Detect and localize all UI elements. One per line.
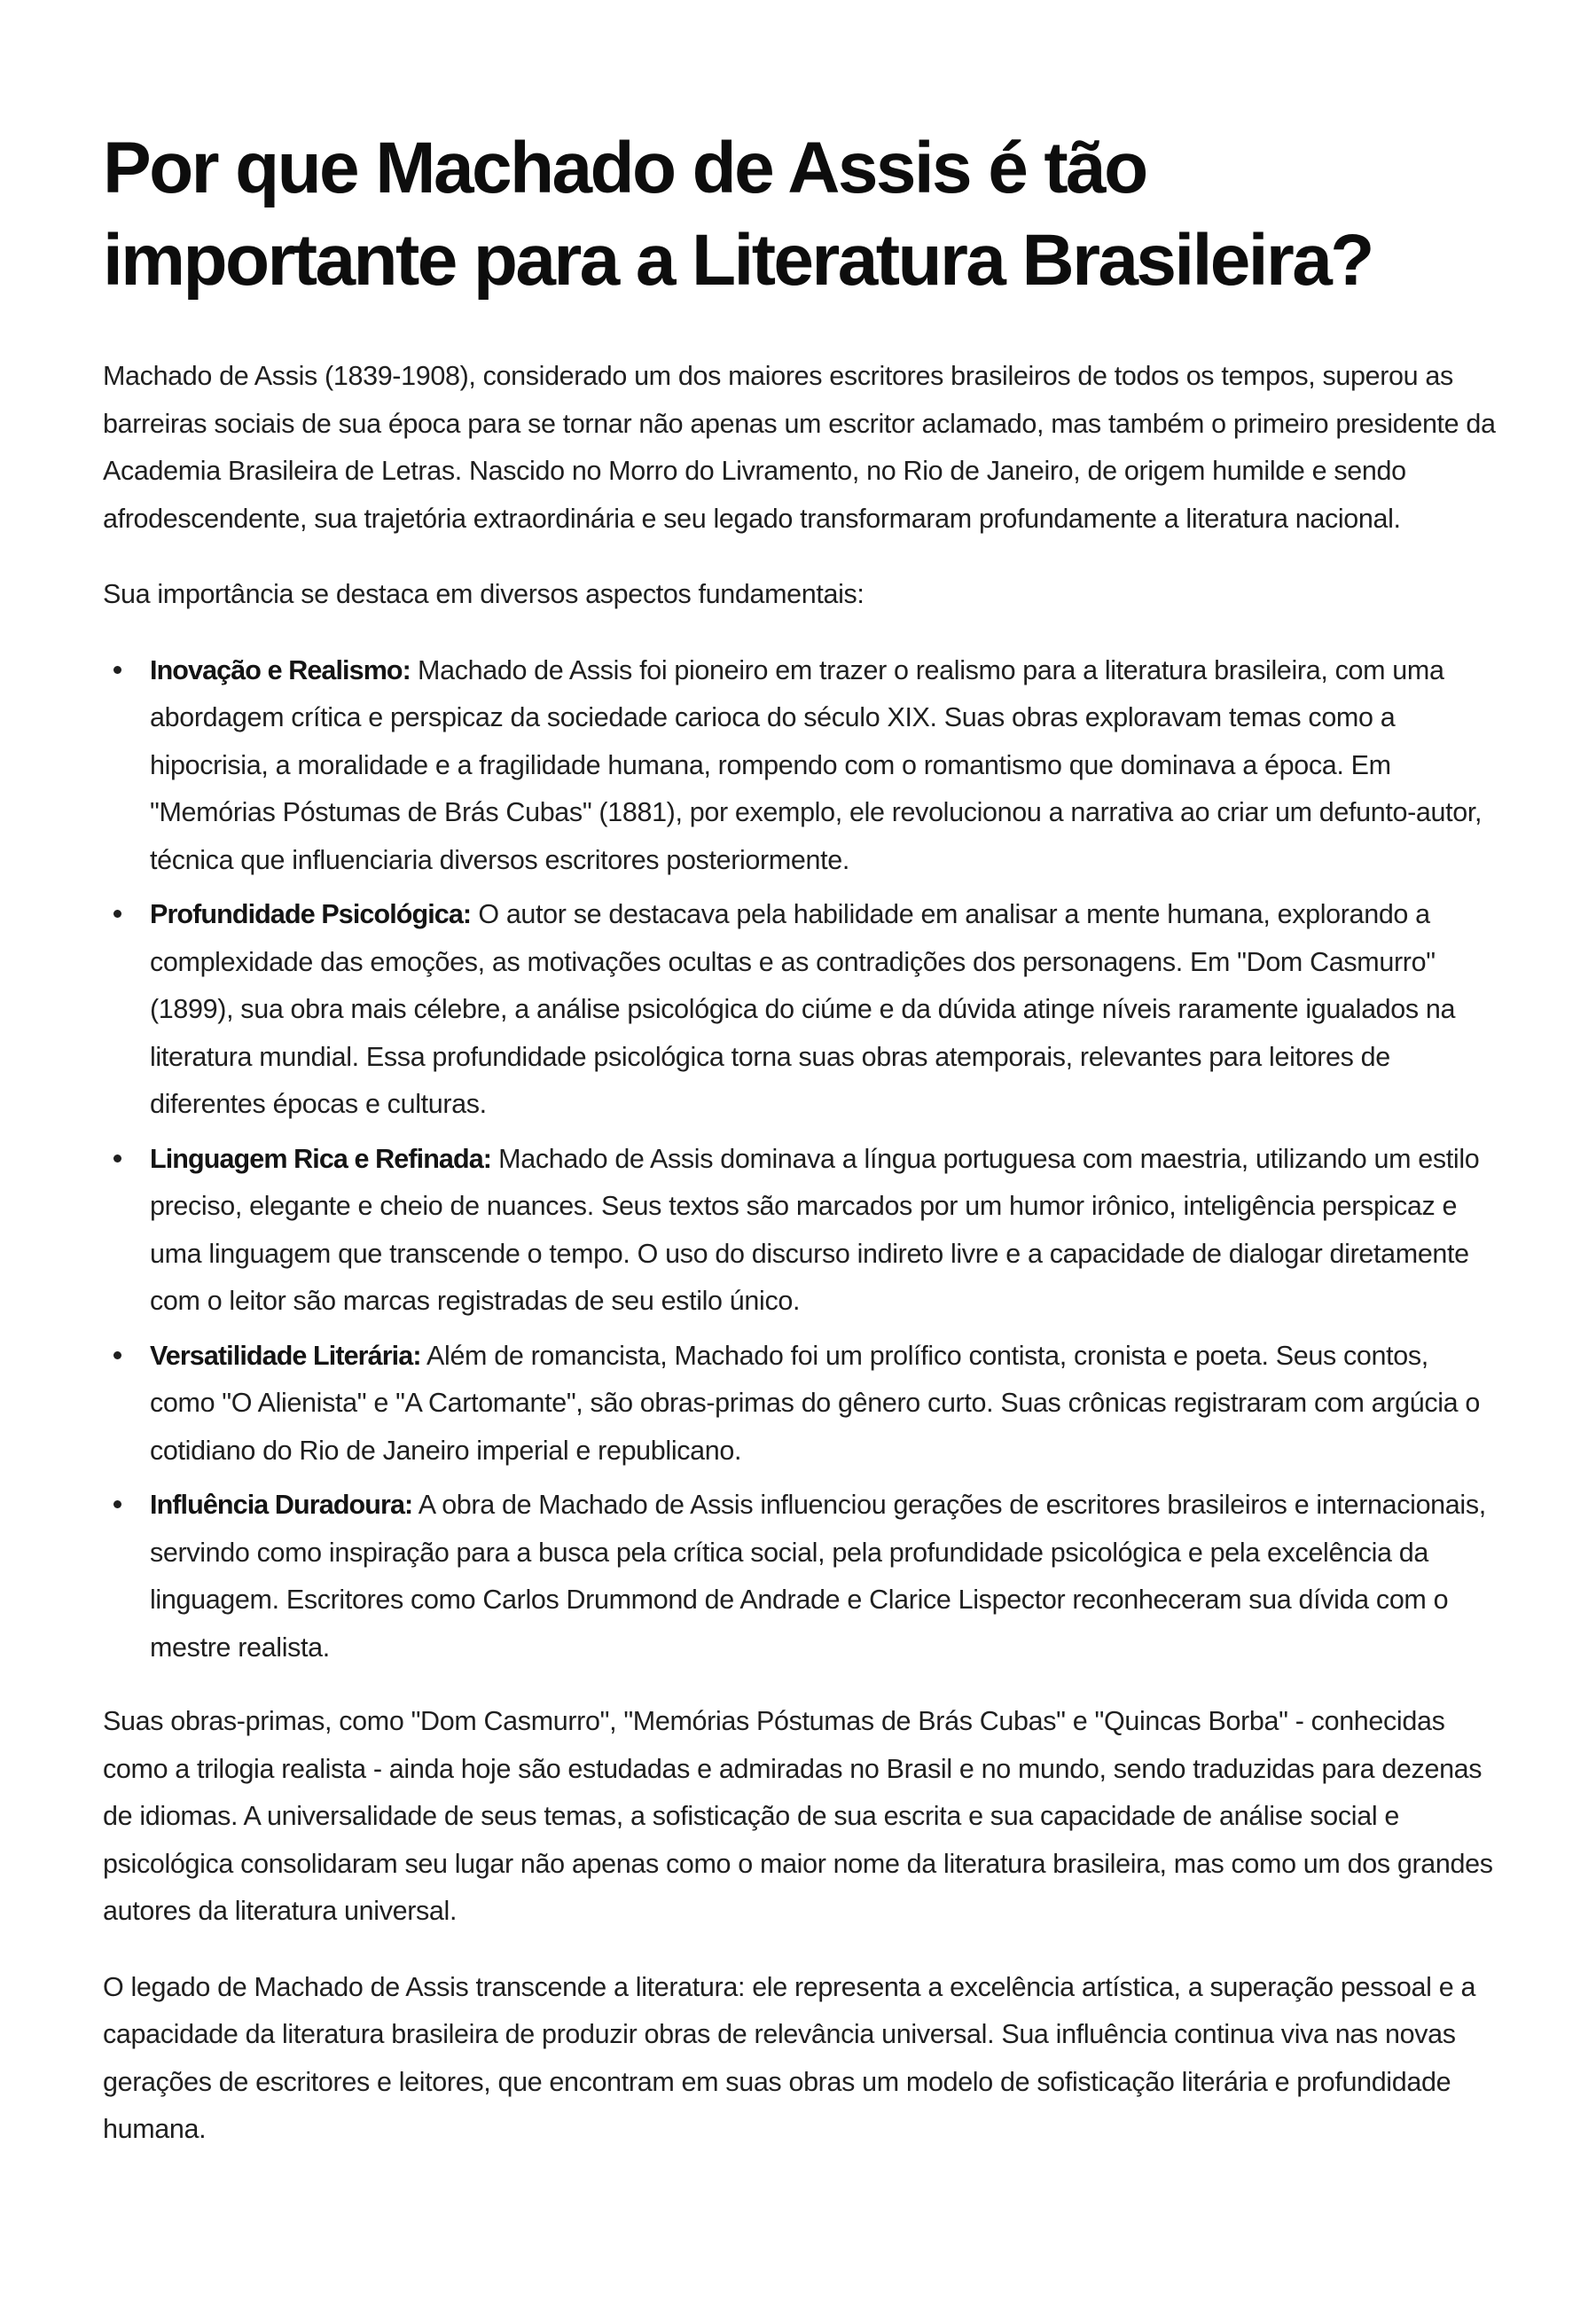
list-item-linguagem xyxy=(150,1136,1498,1326)
bullet-icon xyxy=(108,1333,126,1381)
list-item-text: O autor se destacava pela habilidade em analisar a mente humana, explorando a complexidade das emoções, as motivações ocultas e as contradições dos personagens. Em "Dom Casmurro" (1899), sua obra mais célebre, a análise psicológica do ciúme e da dúvida atinge níveis raramente igualados na literatura mundial. Essa profundidade psicológica torna suas obras atemporais, relevantes para leitores de diferentes épocas e culturas. xyxy=(150,899,1456,1119)
conclusion-paragraph: O legado de Machado de Assis transcende a literatura: ele representa a excelência artística, a superação pessoal e a capacidade da literatura brasileira de produzir obras de relevância universal. Sua influência continua viva nas novas gerações de escritores e leitores, que encontram em suas obras um modelo de sofisticação literária e profundidade humana. xyxy=(103,1971,1476,2144)
bullet-icon xyxy=(108,1482,126,1530)
list-item-versatilidade xyxy=(150,1333,1498,1475)
list-item-label: Influência Duradoura: xyxy=(150,1490,413,1520)
list-item-influencia xyxy=(150,1482,1498,1671)
aspects-list xyxy=(103,647,1498,1672)
bullet-icon xyxy=(108,647,126,695)
list-item-label: Versatilidade Literária: xyxy=(150,1340,421,1371)
list-item-label: Profundidade Psicológica: xyxy=(150,899,472,929)
list-item-text: A obra de Machado de Assis influenciou gerações de escritores brasileiros e internacionais, servindo como inspiração para a busca pela crítica social, pela profundidade psicológica e pela excelência da linguagem. Escritores como Carlos Drummond de Andrade e Clarice Lispector reconheceram sua dívida com o mestre realista. xyxy=(150,1490,1486,1663)
list-item-text: Além de romancista, Machado foi um prolífico contista, cronista e poeta. Seus contos, como "O Alienista" e "A Cartomante", são obras-primas do gênero curto. Suas crônicas registraram com argúcia o cotidiano do Rio de Janeiro imperial e republicano. xyxy=(150,1340,1480,1466)
intro-paragraph: Machado de Assis (1839-1908), considerado um dos maiores escritores brasileiros de todos os tempos, superou as barreiras sociais de sua época para se tornar não apenas um escritor aclamado, mas também o primeiro presidente da Academia Brasileira de Letras. Nascido no Morro do Livramento, no Rio de Janeiro, de origem humilde e sendo afrodescendente, sua trajetória extraordinária e seu legado transformaram profundamente a literatura nacional. xyxy=(103,361,1496,534)
bullet-icon xyxy=(108,891,126,939)
list-item-inovacao xyxy=(150,647,1498,885)
list-item-label: Linguagem Rica e Refinada: xyxy=(150,1143,492,1174)
list-item-text: Machado de Assis foi pioneiro em trazer o realismo para a literatura brasileira, com uma abordagem crítica e perspicaz da sociedade carioca do século XIX. Suas obras exploravam temas como a hipocrisia, a moralidade e a fragilidade humana, rompendo com o romantismo que dominava a época. Em "Memórias Póstumas de Brás Cubas" (1881), por exemplo, ele revolucionou a narrativa ao criar um defunto-autor, técnica que influenciaria diversos escritores posteriormente. xyxy=(150,654,1483,875)
list-item-label: Inovação e Realismo: xyxy=(150,654,411,685)
bullet-icon xyxy=(108,1136,126,1184)
page-title: Por que Machado de Assis é tão importante para a Literatura Brasileira? xyxy=(103,128,1373,301)
masterpieces-paragraph: Suas obras-primas, como "Dom Casmurro", "Memórias Póstumas de Brás Cubas" e "Quincas Borba" - conhecidas como a trilogia realista - ainda hoje são estudadas e admiradas no Brasil e no mundo, sendo traduzidas para dezenas de idiomas. A universalidade de seus temas, a sofisticação de sua escrita e sua capacidade de análise social e psicológica consolidaram seu lugar não apenas como o maior nome da literatura brasileira, mas como um dos grandes autores da literatura universal. xyxy=(103,1706,1493,1926)
list-item-profundidade xyxy=(150,891,1498,1129)
list-item-text: Machado de Assis dominava a língua portuguesa com maestria, utilizando um estilo preciso, elegante e cheio de nuances. Seus textos são marcados por um humor irônico, inteligência perspicaz e uma linguagem que transcende o tempo. O uso do discurso indireto livre e a capacidade de dialogar diretamente com o leitor são marcas registradas de seu estilo único. xyxy=(150,1143,1480,1316)
lead-in-paragraph: Sua importância se destaca em diversos aspectos fundamentais: xyxy=(103,579,864,609)
